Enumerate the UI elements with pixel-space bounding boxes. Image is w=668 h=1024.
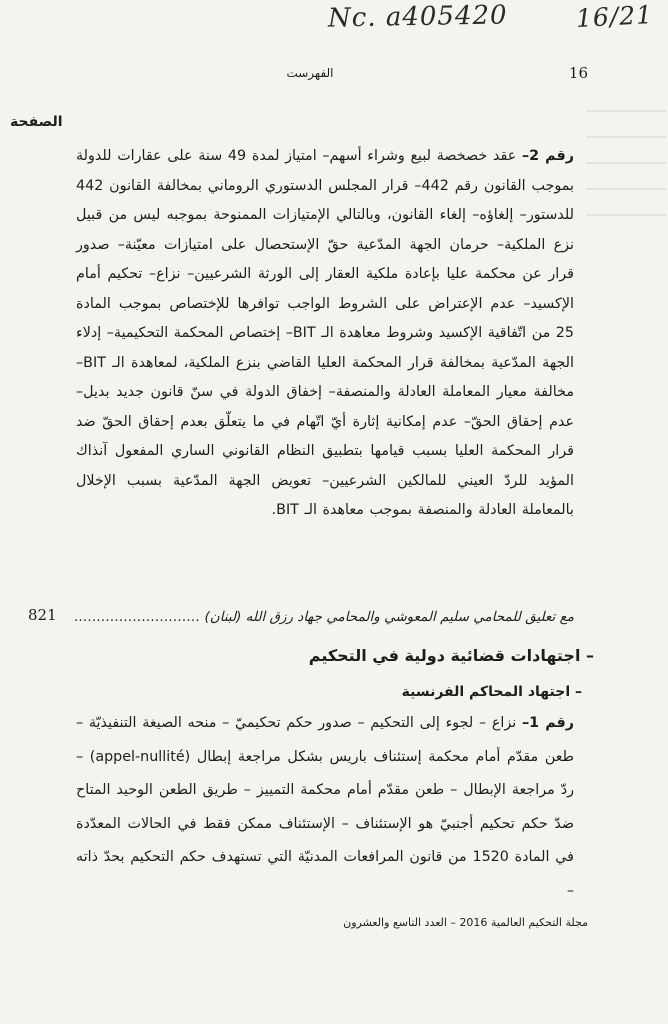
entry-1-commentary-line (28, 602, 574, 632)
entry-2-label: رقم 1– (521, 715, 574, 731)
entry-1-commentary (54, 602, 574, 632)
entry-2-text: نزاع – لجوء إلى التحكيم – صدور حكم تحكيميّ – منحه الصيغة التنفيذيّة – طعن مقدّم أمام محكمة إستئناف باريس بشكل مراجعة إبطال (appel-nullité) – ردّ مراجعة الإبطال – طعن مقدّم أمام محكمة التمييز – طريق الطعن الوحيد المتاح ضدّ حكم تحكيم أجنبيّ هو الإستئناف – الإستئناف ممكن فقط في الحالات المعدّدة في المادة 1520 من قانون المرافعات المدنيّة التي تستهدف حكم التحكيم بحدّ ذاته – (76, 715, 574, 899)
index-entry-2 (76, 707, 574, 908)
entry-1-text: عقد خصخصة لبيع وشراء أسهم– امتياز لمدة 49 سنة على عقارات للدولة بموجب القانون رقم 442– قرار المجلس الدستوري الروماني بمخالفة القانون 442 للدستور– إلغاؤه– إلغاء القانون، وبالتالي الإمتيازات الممنوحة بموجبه ليس من قبيل نزع الملكية– حرمان الجهة المدّعية حقّ الإستحصال على امتيازات معيّنة– صدور قرار عن محكمة عليا بإعادة ملكية العقار إلى الورثة الشرعيين– نزاع– تحكيم أمام الإكسيد– عدم الإعتراض على الشروط الواجب توافرها للإختصاص بموجب المادة 25 من اتّفاقية الإكسيد وشروط معاهدة الـ BIT– إختصاص المحكمة التحكيمية– إدلاء الجهة المدّعية بمخالفة قرار المحكمة العليا القاضي بنزع الملكية، لمعاهدة الـ BIT– مخالفة معيار المعاملة العادلة والمنصفة– إخفاق الدولة في سنّ قانون جديد بديل– عدم إحقاق الحقّ– عدم إمكانية إثارة أيّ اتّهام في ما يتعلّق بعدم إحقاق الحقّ ضد قرار المحكمة العليا بسبب قيامها بتطبيق النظام القانوني الساري المفعول آنذاك المؤيد للردّ العيني للمالكين الشرعيين– تعويض الجهة المدّعية بسبب الإخلال بالمعاملة العادلة والمنصفة بموجب معاهدة الـ BIT. (76, 148, 574, 518)
entry-1-comment: مع تعليق للمحامي سليم المعوشي والمحامي جهاد رزق الله (لبنان) (204, 609, 574, 625)
running-head-title: الفهرست (286, 66, 334, 80)
page-footer: مجلة التحكيم العالمية 2016 – العدد التاسع والعشرون (343, 916, 588, 929)
subsection-heading: – اجتهاد المحاكم الفرنسية (401, 684, 582, 700)
entry-1-label: رقم 2– (521, 148, 574, 164)
index-entry-1 (76, 142, 574, 526)
handwritten-fraction: 16/21 (575, 0, 654, 33)
bleed-through-shadow (586, 110, 666, 230)
running-head-page-number: 16 (568, 64, 588, 82)
entry-1-page-ref: 821 (28, 606, 57, 624)
entry-1-leader-dots: ………………………. (74, 609, 201, 625)
column-label-page: الصفحة (10, 114, 63, 130)
section-heading: – اجتهادات قضائية دولية في التحكيم (308, 646, 594, 665)
handwritten-reference: Nc. a405420 (327, 0, 508, 34)
